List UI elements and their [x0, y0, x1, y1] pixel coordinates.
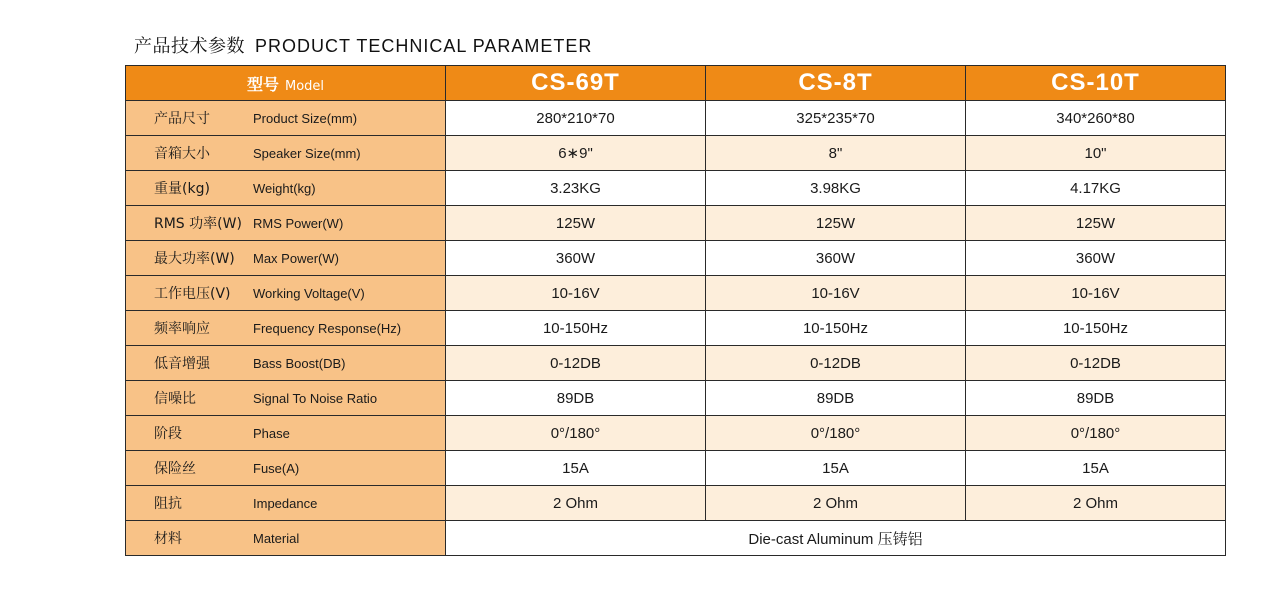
spec-value: 0°/180°	[446, 416, 706, 451]
row-label-cn: 工作电压(V)	[154, 286, 231, 302]
table-row	[126, 206, 1226, 241]
table-row	[126, 241, 1226, 276]
spec-value: 3.23KG	[446, 171, 706, 206]
spec-value: 6∗9"	[446, 136, 706, 171]
spec-value: 360W	[706, 241, 966, 276]
spec-value: 15A	[966, 451, 1226, 486]
product-header: CS-69T	[446, 66, 706, 101]
row-label	[126, 381, 446, 416]
row-label-cn: 频率响应	[154, 321, 210, 337]
spec-value: 125W	[966, 206, 1226, 241]
page-title-cn: 产品技术参数	[134, 36, 245, 57]
table-row	[126, 486, 1226, 521]
material-row	[126, 521, 1226, 556]
header-row	[126, 66, 1226, 101]
spec-value: 3.98KG	[706, 171, 966, 206]
product-header: CS-10T	[966, 66, 1226, 101]
row-label	[126, 311, 446, 346]
row-label	[126, 171, 446, 206]
row-label	[126, 346, 446, 381]
row-label-cn: 重量(kg)	[154, 181, 210, 197]
spec-value: 2 Ohm	[446, 486, 706, 521]
spec-value: 325*235*70	[706, 101, 966, 136]
page-title-en: PRODUCT TECHNICAL PARAMETER	[255, 36, 593, 56]
table-row	[126, 101, 1226, 136]
model-label-cn: 型号	[246, 74, 279, 94]
row-label-en: Speaker Size(mm)	[253, 146, 361, 161]
row-label-cn: 产品尺寸	[154, 111, 210, 127]
spec-value: 4.17KG	[966, 171, 1226, 206]
spec-value: 0°/180°	[966, 416, 1226, 451]
spec-value: 340*260*80	[966, 101, 1226, 136]
table-row	[126, 171, 1226, 206]
table-row	[126, 416, 1226, 451]
spec-value: 0-12DB	[966, 346, 1226, 381]
spec-value: 280*210*70	[446, 101, 706, 136]
spec-value: 360W	[966, 241, 1226, 276]
row-label	[126, 276, 446, 311]
row-label	[126, 241, 446, 276]
row-label-cn: 材料	[154, 531, 182, 547]
spec-value: 89DB	[706, 381, 966, 416]
table-row	[126, 381, 1226, 416]
row-label-en: Product Size(mm)	[253, 111, 358, 126]
row-label	[126, 521, 446, 556]
row-label-en: Impedance	[253, 496, 318, 511]
row-label-cn: 信噪比	[154, 391, 196, 407]
row-label-en: Bass Boost(DB)	[253, 356, 346, 371]
spec-value: 8"	[706, 136, 966, 171]
spec-value: 360W	[446, 241, 706, 276]
spec-value: 0-12DB	[706, 346, 966, 381]
spec-value: 10-150Hz	[966, 311, 1226, 346]
page-title	[134, 32, 592, 58]
row-label-en: Material	[253, 531, 300, 546]
spec-value: 89DB	[446, 381, 706, 416]
spec-value: 0-12DB	[446, 346, 706, 381]
row-label-en: RMS Power(W)	[253, 216, 344, 231]
spec-value: 89DB	[966, 381, 1226, 416]
spec-value: 10-16V	[706, 276, 966, 311]
table-row	[126, 311, 1226, 346]
spec-value: 2 Ohm	[966, 486, 1226, 521]
spec-value: 125W	[706, 206, 966, 241]
row-label	[126, 486, 446, 521]
spec-table	[125, 65, 1226, 556]
row-label-en: Max Power(W)	[253, 251, 339, 266]
spec-value: 15A	[706, 451, 966, 486]
row-label-en: Weight(kg)	[253, 181, 316, 196]
row-label-en: Frequency Response(Hz)	[253, 321, 402, 336]
table-row	[126, 346, 1226, 381]
spec-value: 125W	[446, 206, 706, 241]
model-label-en: Model	[284, 78, 325, 94]
row-label-cn: 阻抗	[154, 496, 182, 512]
row-label	[126, 416, 446, 451]
spec-value: 10-16V	[446, 276, 706, 311]
row-label-cn: 阶段	[154, 426, 182, 442]
model-header	[126, 66, 446, 101]
spec-value: 10"	[966, 136, 1226, 171]
row-label-cn: 低音增强	[154, 356, 210, 372]
table-row	[126, 451, 1226, 486]
row-label-en: Phase	[253, 426, 290, 441]
material-value: Die-cast Aluminum 压铸铝	[446, 521, 1226, 556]
spec-value: 15A	[446, 451, 706, 486]
spec-value: 0°/180°	[706, 416, 966, 451]
spec-value: 2 Ohm	[706, 486, 966, 521]
row-label-en: Working Voltage(V)	[253, 286, 365, 301]
row-label-cn: 最大功率(W)	[154, 251, 235, 267]
row-label-en: Fuse(A)	[253, 461, 300, 476]
row-label-cn: 音箱大小	[154, 146, 210, 162]
spec-value: 10-150Hz	[706, 311, 966, 346]
table-row	[126, 276, 1226, 311]
row-label	[126, 101, 446, 136]
row-label-cn: RMS 功率(W)	[154, 216, 242, 232]
row-label	[126, 136, 446, 171]
product-header: CS-8T	[706, 66, 966, 101]
row-label-en: Signal To Noise Ratio	[253, 391, 378, 406]
spec-value: 10-16V	[966, 276, 1226, 311]
row-label	[126, 451, 446, 486]
spec-value: 10-150Hz	[446, 311, 706, 346]
row-label	[126, 206, 446, 241]
table-row	[126, 136, 1226, 171]
row-label-cn: 保险丝	[154, 461, 196, 477]
